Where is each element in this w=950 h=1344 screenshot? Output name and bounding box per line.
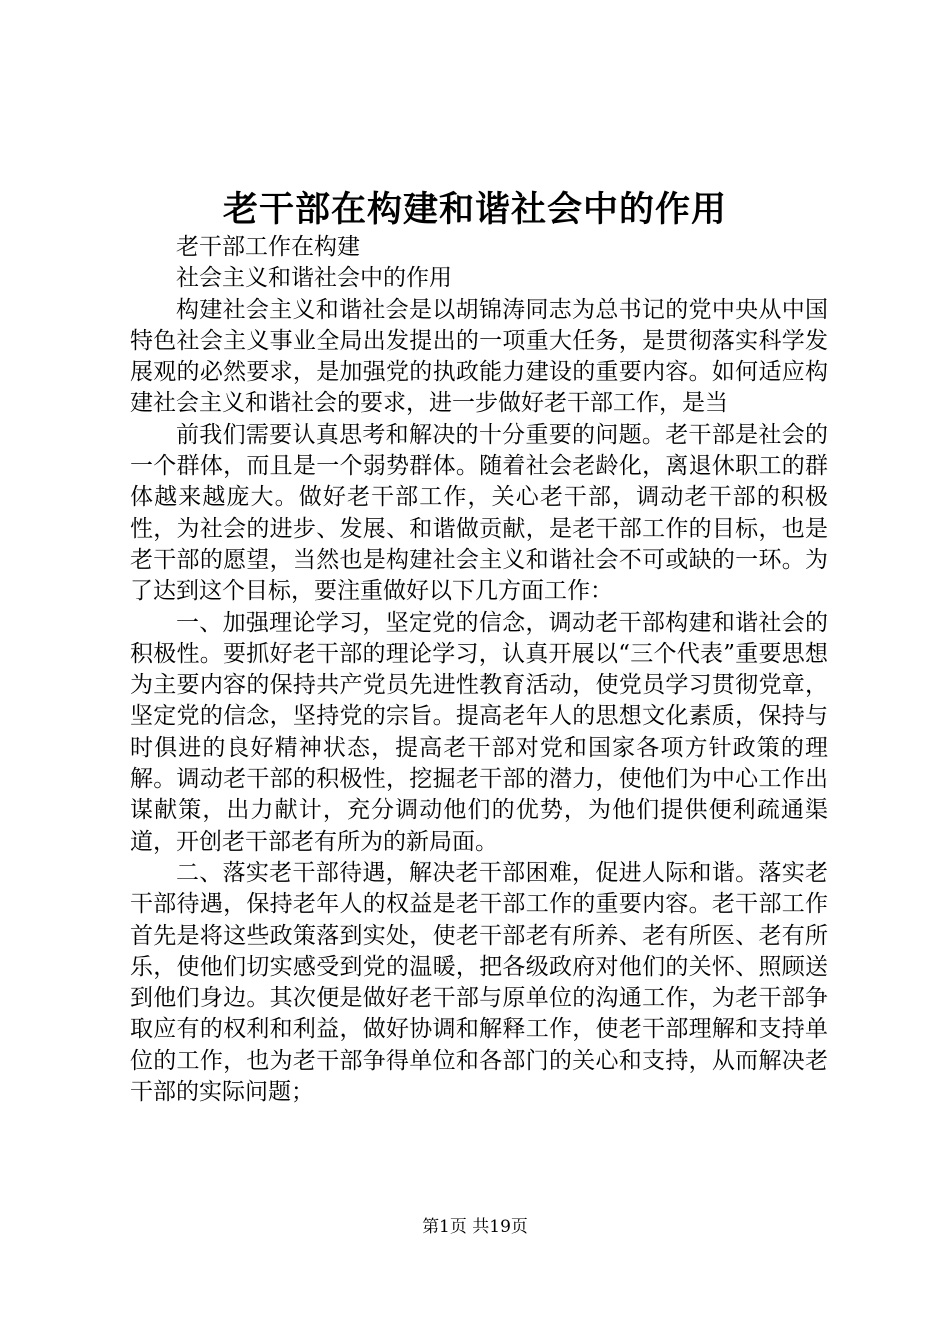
paragraph: 前我们需要认真思考和解决的十分重要的问题。老干部是社会的一个群体，而且是一个弱势群体。随着社会老龄化，离退休职工的群体越来越庞大。做好老干部工作，关心老干部，调动老干部的积极性，为社会的进步、发展、和谐做贡献，是老干部工作的目标，也是老干部的愿望，当然也是构建社会主义和谐社会不可或缺的一环。为了达到这个目标，要注重做好以下几方面工作： [130,421,828,605]
paragraph: 老干部工作在构建 [176,234,360,260]
page-number: 第1页 共19页 [422,1217,528,1237]
paragraph: 社会主义和谐社会中的作用 [176,265,452,292]
paragraph: 构建社会主义和谐社会是以胡锦涛同志为总书记的党中央从中国特色社会主义事业全局出发提出的一项重大任务，是贯彻落实科学发展观的必然要求，是加强党的执政能力建设的重要内容。如何适应构建社会主义和谐社会的要求，进一步做好老干部工作，是当 [130,296,828,417]
document-body [130,232,828,1108]
page-title: 老干部在构建和谐社会中的作用 [222,189,727,230]
paragraph: 二、落实老干部待遇，解决老干部困难，促进人际和谐。落实老干部待遇，保持老年人的权益是老干部工作的重要内容。老干部工作首先是将这些政策落到实处，使老干部老有所养、老有所医、老有所乐，使他们切实感受到党的温暖，把各级政府对他们的关怀、照顾送到他们身边。其次便是做好老干部与原单位的沟通工作，为老干部争取应有的权利和利益，做好协调和解释工作，使老干部理解和支持单位的工作，也为老干部争得单位和各部门的关心和支持，从而解决老干部的实际问题； [130,859,828,1106]
paragraph: 一、加强理论学习，坚定党的信念，调动老干部构建和谐社会的积极性。要抓好老干部的理论学习，认真开展以“三个代表”重要思想为主要内容的保持共产党员先进性教育活动，使党员学习贯彻党章，坚定党的信念，坚持党的宗旨。提高老年人的思想文化素质，保持与时俱进的良好精神状态，提高老干部对党和国家各项方针政策的理解。调动老干部的积极性，挖掘老干部的潜力，使他们为中心工作出谋献策，出力献计，充分调动他们的优势，为他们提供便利疏通渠道，开创老干部老有所为的新局面。 [130,609,828,855]
